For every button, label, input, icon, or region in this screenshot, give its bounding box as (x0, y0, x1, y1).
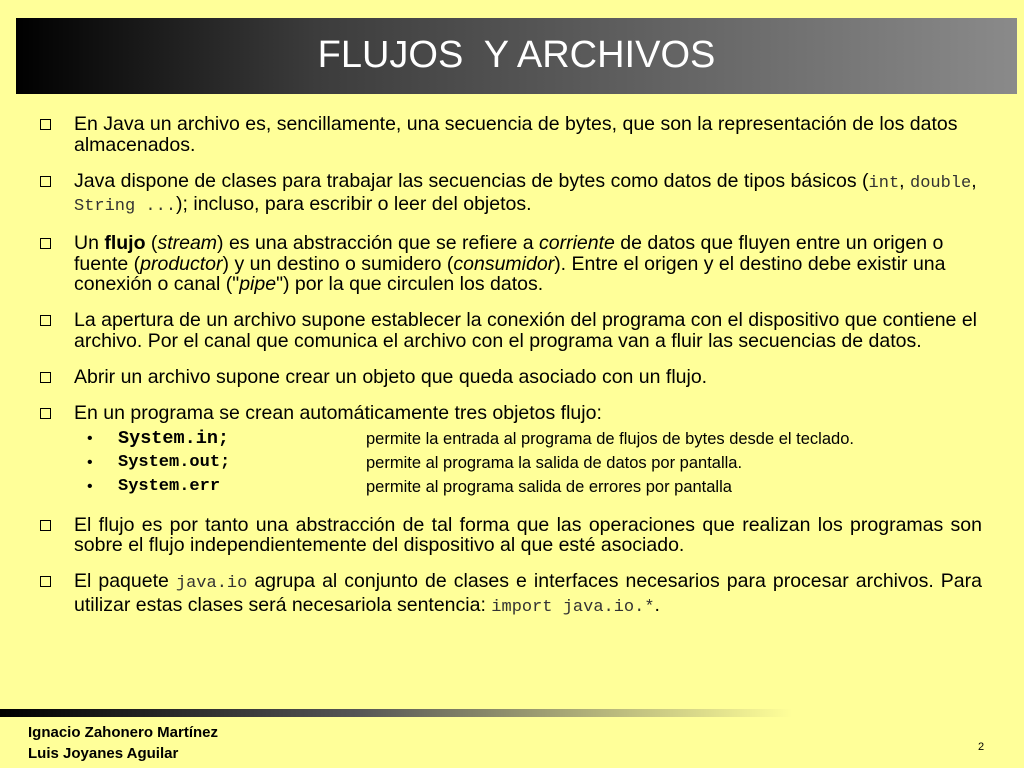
list-item (74, 475, 982, 499)
author-name: Ignacio Zahonero Martínez (28, 724, 219, 741)
checkbox-bullet-icon (40, 408, 51, 419)
bullet-1 (38, 114, 982, 155)
checkbox-bullet-icon (40, 119, 51, 130)
stream-name: System.in; (118, 428, 230, 449)
slide-content (38, 114, 982, 634)
bullet-7 (38, 515, 982, 556)
stream-description: permite al programa salida de errores por pantalla (366, 478, 732, 496)
bullet-4-text: La apertura de un archivo supone establecer la conexión del programa con el dispositivo que contiene el archivo. Por el canal que comunica el archivo con el programa van a fluir las secuencias de datos. (74, 309, 977, 352)
bullet-3-text: Un flujo (stream) es una abstracción que se refiere a corriente de datos que fluyen entre un origen o fuente (productor) y un destino o sumidero (consumidor). Entre el origen y el destino debe existir una conexión o canal ("pipe") por la que circulen los datos. (74, 232, 946, 295)
checkbox-bullet-icon (40, 576, 51, 587)
bullet-5 (38, 367, 982, 388)
stream-name: System.err (118, 477, 221, 496)
checkbox-bullet-icon (40, 372, 51, 383)
checkbox-bullet-icon (40, 520, 51, 531)
title-bar (16, 18, 1017, 94)
list-item (74, 451, 982, 475)
bullet-6-text: En un programa se crean automáticamente tres objetos flujo: (74, 401, 602, 424)
bullet-6 (38, 403, 982, 500)
dot-bullet-icon: • (87, 478, 93, 495)
author-name: Luis Joyanes Aguilar (28, 745, 179, 762)
bullet-2 (38, 171, 982, 218)
stream-description: permite la entrada al programa de flujos de bytes desde el teclado. (366, 430, 854, 448)
stream-objects-list (74, 427, 982, 499)
footer-divider (0, 709, 792, 717)
bullet-5-text: Abrir un archivo supone crear un objeto que queda asociado con un flujo. (74, 365, 708, 388)
bullet-7-text: El flujo es por tanto una abstracción de tal forma que las operaciones que realizan los programas son sobre el flujo independientemente del dispositivo al que esté asociado. (74, 513, 982, 556)
checkbox-bullet-icon (40, 315, 51, 326)
checkbox-bullet-icon (40, 176, 51, 187)
dot-bullet-icon: • (87, 454, 93, 471)
bullet-1-text: En Java un archivo es, sencillamente, una secuencia de bytes, que son la representación de los datos almacenados. (74, 113, 958, 156)
stream-name: System.out; (118, 453, 231, 472)
bullet-3 (38, 233, 982, 295)
bullet-8-text: El paquete java.io agrupa al conjunto de clases e interfaces necesarios para procesar archivos. Para utilizar estas clases será necesariola sentencia: import java.io.*. (74, 570, 982, 617)
bullet-8 (38, 571, 982, 618)
page-number: 2 (978, 741, 985, 753)
list-item (74, 427, 982, 451)
checkbox-bullet-icon (40, 238, 51, 249)
slide-title: FLUJOS Y ARCHIVOS (317, 34, 716, 76)
bullet-2-text: Java dispone de clases para trabajar las secuencias de bytes como datos de tipos básicos (int, double, String ...); incluso, para escribir o leer del objetos. (74, 169, 977, 216)
stream-description: permite al programa la salida de datos por pantalla. (366, 454, 743, 472)
dot-bullet-icon: • (87, 430, 93, 447)
bullet-4 (38, 310, 982, 351)
